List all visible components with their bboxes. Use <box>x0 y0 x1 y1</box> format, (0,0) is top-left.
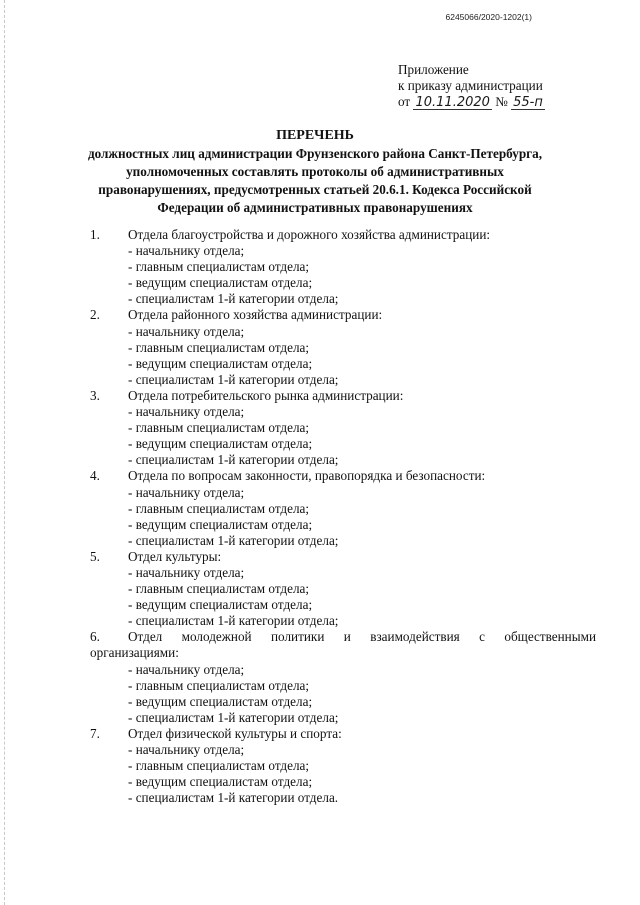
section-heading <box>90 388 596 404</box>
page-title: ПЕРЕЧЕНЬ <box>276 128 354 143</box>
section-number: 1. <box>90 227 100 242</box>
section-title-continued: организациями: <box>90 645 179 661</box>
section-title: Отдел молодежной политики и взаимодействия с общественными <box>128 629 596 645</box>
section-heading <box>90 549 596 565</box>
number-sign: № <box>495 94 508 109</box>
section-7 <box>90 726 596 806</box>
list-item: - начальнику отдела; <box>128 484 245 500</box>
section-number: 7. <box>90 725 100 741</box>
list-item: - главным специалистам отдела; <box>128 758 310 774</box>
section-number: 6. <box>90 629 100 645</box>
appendix-label: Приложение <box>398 62 469 77</box>
list-item: - ведущим специалистам отдела; <box>128 275 313 291</box>
list-item: - специалистам 1-й категории отдела; <box>128 532 339 548</box>
section-heading <box>90 227 596 243</box>
list-item: - специалистам 1-й категории отдела. <box>128 790 339 806</box>
list-item: - начальнику отдела; <box>128 742 245 757</box>
list-item: - ведущим специалистам отдела; <box>128 355 313 371</box>
appendix-order-ref: к приказу администрации <box>398 78 543 93</box>
list-item: - главным специалистам отдела; <box>128 677 310 693</box>
list-item: - главным специалистам отдела; <box>128 420 310 436</box>
title-block <box>80 127 550 216</box>
list-item: - главным специалистам отдела; <box>128 339 310 355</box>
section-5 <box>90 549 596 629</box>
section-number: 5. <box>90 548 100 564</box>
list-item: - главным специалистам отдела; <box>128 500 310 516</box>
section-heading <box>90 629 596 645</box>
section-6 <box>90 629 596 726</box>
list-item: - ведущим специалистам отдела; <box>128 693 313 709</box>
list-item: - ведущим специалистам отдела; <box>128 774 313 790</box>
section-heading <box>90 726 596 742</box>
section-title: Отдел культуры: <box>128 548 222 564</box>
list-item: - начальнику отдела; <box>128 404 245 420</box>
title-line: Федерации об административных правонарушениях <box>157 200 473 215</box>
handwritten-date: 10.11.2020 <box>415 95 490 110</box>
section-number: 3. <box>90 387 100 403</box>
title-line: правонарушениях, предусмотренных статьей 20.6.1. Кодекса Российской <box>98 182 532 197</box>
title-line: уполномоченных составлять протоколы об административных <box>126 164 504 179</box>
section-4 <box>90 468 596 548</box>
list-item: - начальнику отдела; <box>128 243 245 259</box>
list-item: - ведущим специалистам отдела; <box>128 436 313 452</box>
list-item: - главным специалистам отдела; <box>128 259 310 275</box>
section-number: 4. <box>90 468 100 484</box>
section-title: Отдела районного хозяйства администрации: <box>128 307 383 323</box>
title-line: должностных лиц администрации Фрунзенского района Санкт-Петербурга, <box>87 146 543 161</box>
list-item: - специалистам 1-й категории отдела; <box>128 371 339 387</box>
page-edge <box>4 0 6 905</box>
list-item: - специалистам 1-й категории отдела; <box>128 291 339 307</box>
handwritten-number: 55-п <box>513 95 543 110</box>
list-item: - начальнику отдела; <box>128 661 245 677</box>
list-item: - начальнику отдела; <box>128 564 245 580</box>
section-title: Отдел физической культуры и спорта: <box>128 725 342 741</box>
section-heading <box>90 307 596 323</box>
section-number: 2. <box>90 307 100 323</box>
document-body <box>90 227 596 806</box>
list-item: - специалистам 1-й категории отдела; <box>128 613 339 629</box>
section-title: Отдела благоустройства и дорожного хозяйства администрации: <box>128 227 491 242</box>
section-title: Отдела потребительского рынка администрации: <box>128 387 404 403</box>
section-2 <box>90 307 596 387</box>
appendix-date-line <box>398 94 545 110</box>
list-item: - ведущим специалистам отдела; <box>128 597 313 613</box>
list-item: - специалистам 1-й категории отдела; <box>128 709 339 725</box>
section-title: Отдела по вопросам законности, правопорядка и безопасности: <box>128 468 486 484</box>
list-item: - начальнику отдела; <box>128 323 245 339</box>
appendix-block <box>398 62 545 110</box>
document-id: 6245066/2020-1202(1) <box>445 12 532 22</box>
section-heading <box>90 468 596 484</box>
list-item: - специалистам 1-й категории отдела; <box>128 452 339 468</box>
section-1 <box>90 227 596 307</box>
section-3 <box>90 388 596 468</box>
list-item: - ведущим специалистам отдела; <box>128 516 313 532</box>
list-item: - главным специалистам отдела; <box>128 581 310 597</box>
date-prefix: от <box>398 94 411 109</box>
